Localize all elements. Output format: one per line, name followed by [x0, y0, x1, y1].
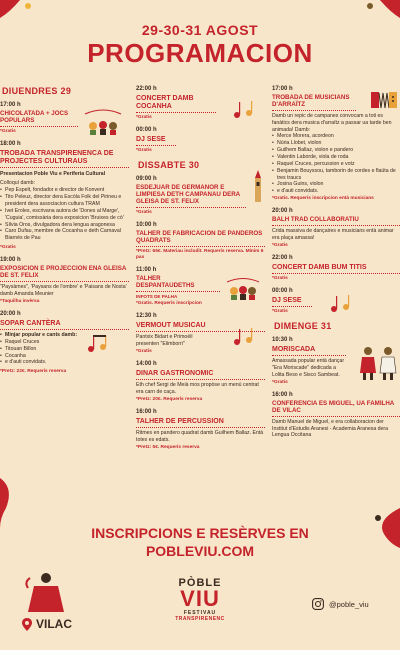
event-title: VERMOUT MUSICAU: [136, 322, 265, 332]
event-conferencia: [272, 392, 400, 439]
list-item: • Cocanha: [0, 353, 129, 360]
column-friday: [0, 86, 129, 382]
event-title: DINAR GASTRONOMIC: [136, 370, 265, 380]
event-note: *Taquilha invèrsa: [0, 298, 40, 304]
event-vermout: [136, 313, 265, 355]
day-heading-saturday: DISSABTE 30: [138, 159, 200, 170]
dancers-icon: [356, 345, 400, 381]
event-subtitle: Presentacion Poble Viu e Periferia Cultural: [0, 170, 106, 177]
event-time: 09:00 h: [136, 175, 157, 182]
event-time: 19:00 h: [0, 257, 21, 264]
festival-dates: 29-30-31 AGOST: [141, 22, 259, 38]
event-note: *Gratis: [272, 242, 288, 248]
event-chicolatada: [0, 102, 129, 135]
event-title: EXPOSICION E PROJECCION ENA GLEISA DE ST. FELIX: [0, 266, 129, 282]
inscriptions-heading: INSCRIPCIONS E RESÈRVES EN: [91, 525, 309, 541]
festival-logo: [168, 577, 232, 622]
instagram-handle[interactable]: [312, 598, 369, 610]
day-heading-friday: DIUENDRES 29: [2, 86, 72, 96]
website-link[interactable]: POBLEVIU.COM: [145, 543, 255, 559]
list-item: • e d'auti convidats.: [272, 188, 400, 195]
event-time: 10:30 h: [272, 337, 293, 344]
event-time: 00:00 h: [272, 288, 293, 295]
list-item: • Tito Peleuz, director dera Escòla Folk del Pirineu e president dera associacion cultura TRAM: [0, 194, 129, 208]
event-title: TALHER DESPANTAUDETHS: [136, 276, 220, 292]
event-time: 22:00 h: [136, 86, 157, 92]
event-note: *Gratis: [136, 348, 152, 354]
musician-list: [272, 133, 400, 195]
event-time: 11:00 h: [136, 267, 157, 274]
event-note: *Gratis: [0, 128, 16, 134]
page-title: PROGRAMACION: [87, 38, 313, 68]
event-note: *Gratis: [272, 379, 288, 385]
event-moriscada: [272, 337, 400, 386]
event-note: *Pretz: 20€. Requerís reserva: [136, 396, 203, 402]
event-concert-cocanha: [136, 86, 265, 121]
event-description: "Paysàmes", 'Paysans de l'ombre' e 'Paisans de Nosta' damb Amanda Meunier: [0, 284, 127, 298]
event-time: 14:00 h: [136, 361, 157, 368]
event-time: 16:00 h: [272, 391, 293, 398]
list-item: • Minjar popular e cants damb:: [0, 332, 129, 339]
list-item: • Titouan Billon: [0, 346, 129, 353]
music-notes-icon: [328, 294, 356, 314]
map-pin-icon: [22, 618, 32, 631]
event-title: DJ SESE: [272, 297, 312, 307]
list-item: • Benjamin Bouyssou, tamborin de cordes e flaüta de tres traucs: [272, 168, 400, 182]
event-time: 10:00 h: [136, 221, 157, 228]
event-note: *Gratis: [136, 209, 152, 215]
village-location: [22, 617, 72, 631]
day-heading-sunday: DIMENGE 31: [274, 321, 332, 332]
kids-badge-icon: [223, 275, 263, 301]
instagram-icon: [312, 598, 324, 610]
event-title: CONCERT DAMB BUM TITIS: [272, 264, 400, 274]
event-time: 20:00 h: [272, 208, 293, 215]
event-note: *Pretz: 5€. Requerís reserva: [136, 444, 200, 450]
event-subtitle: INFOTS DE PALHA: [136, 294, 178, 300]
event-description: Crida massiva de dançaires e musicians entà animar era plaça amassa!: [272, 228, 394, 242]
event-trobada-musicians: [272, 86, 400, 202]
event-time: 20:00 h: [0, 311, 21, 318]
event-time: 12:30 h: [136, 313, 157, 320]
village-name: VILAC: [36, 617, 72, 631]
event-concert-bum-titis: [272, 255, 400, 282]
list-item: • Pep Espelt, fondador e director de Konvent: [0, 187, 129, 194]
event-title: CONFERENCIA ES MIGUEL, UA FAMILHA DE VILAC: [272, 401, 400, 417]
list-item: • Merce Morera, acordeon: [272, 133, 400, 140]
event-title: CHICOLATADA + JOCS POPULARS: [0, 111, 78, 127]
list-item: • Raquel Cruces, percussion e votz: [272, 161, 400, 168]
column-sunday: [272, 86, 400, 445]
event-trobada: [0, 141, 129, 251]
event-note: *Gratis: [136, 114, 152, 120]
event-description: Damb un repic de campanes convocam a toti es fanàtics dera musica d'arraïtz a passar ua tarde ben animada! Damb:: [272, 112, 392, 133]
logo-line-2: VIU: [180, 586, 220, 611]
event-time: 17:00 h: [272, 86, 293, 92]
event-title: TALHER DE PERCUSSION: [136, 418, 265, 428]
event-description: Damb Manuel de Miguel, e era collaboracion der Institut d'Estudis Aranesi - Academia Aranesa dera Lengua Occitana: [272, 418, 389, 439]
list-item: • Josina Guins, violon: [272, 181, 400, 188]
event-talher-panderos: [136, 222, 265, 261]
event-note: *Gratis: [136, 147, 152, 153]
event-description: Amassada popular entà dançar "Era Moriscade" dedicada a Lolita Beso e Sisco Sambeat.: [272, 358, 345, 378]
event-title: CONCERT DAMB COCANHA: [136, 95, 216, 113]
event-note: *Pretz: 65€. Materiau includit. Requerís reserva. Mínim 6 pax: [136, 248, 264, 260]
event-note: *Gratis. Requerís inscripcion: [136, 301, 202, 307]
event-time: 16:00 h: [136, 409, 157, 416]
music-notes-icon: [85, 333, 115, 355]
list-item: • Raquel Cruces: [0, 339, 129, 346]
event-percussion: [136, 409, 265, 451]
event-description: Pantxix Bidart e Primoëil presenten "Elimborri": [136, 334, 193, 348]
list-item: • Guilhem Ballaz, violon e pandero: [272, 147, 400, 154]
left-dancer-ornament-icon: [0, 468, 20, 528]
music-notes-icon: [231, 100, 259, 120]
list-item: • Núria Llobet, violon: [272, 140, 400, 147]
column-saturday: [136, 86, 265, 457]
logo-line-3: FESTIVAU: [183, 609, 217, 616]
event-description: Eth chef Sergi de Meià mos propòse un menú centrat era carn de caça.: [136, 382, 259, 395]
logo-line-1: PÒBLE: [178, 577, 222, 589]
event-intro: Colloquí damb:: [0, 180, 35, 187]
event-exposicion: [0, 257, 129, 305]
event-time: 00:00 h: [136, 126, 157, 133]
event-note: *Gratis: [0, 245, 16, 251]
event-balh-trad: [272, 208, 400, 249]
music-notes-icon: [231, 327, 259, 347]
dancer-illustration-icon: [24, 572, 68, 616]
event-title: DJ SESE: [136, 136, 176, 146]
event-talher-espantaudeths: [136, 267, 265, 307]
event-time: 17:00 h: [0, 101, 21, 108]
kids-badge-icon: [81, 106, 125, 136]
list-item: • Caro Dufau, membre de Cocanha e deth Carnaval Biarnés de Pau: [0, 228, 129, 242]
accordion-icon: [370, 88, 398, 110]
church-icon: [251, 170, 265, 204]
instagram-handle-text: @poble_viu: [329, 599, 369, 609]
event-note: *Gratis. Requerís inscripcion entà musicians: [272, 196, 374, 202]
list-item: • Sílvia Oros, divulgadora dera lengua aragonesa: [0, 222, 129, 229]
event-time: 18:00 h: [0, 140, 21, 147]
event-title: BALH TRAD COLLABORATIU: [272, 217, 400, 226]
event-sopar: [0, 311, 129, 375]
event-note: *Gratis: [272, 276, 288, 282]
event-title: ESDEJUAR DE GERMANOR E LIMPIESA DETH CAMPANAU DERA GLEISA DE ST. FELIX: [136, 185, 246, 208]
list-item: • Ivet Eroles, escrivana autora de 'Dones al Marge', 'Cuguia', comissària dera exposicion 'Bruixes de cò': [0, 208, 129, 222]
event-description: Ritmes en pandero quadrat damb Guilhem Ballaz. Entà totes es edats.: [136, 429, 264, 443]
list-item: • Valentin Laborde, viola de roda: [272, 154, 400, 161]
event-title: TROBADA DE MUSICIANS D'ARRAÏTZ: [272, 95, 356, 111]
list-item: • e d'auti convidats.: [0, 359, 129, 366]
event-time: 22:00 h: [272, 255, 293, 262]
event-title: MORISCADA: [272, 346, 346, 356]
event-title: TALHER DE FABRICACION DE PANDEROS QUADRATS: [136, 231, 265, 247]
event-title: SOPAR CANTÈRA: [0, 320, 129, 330]
logo-line-4: TRANSPIRENENC: [175, 615, 225, 622]
event-note: *Gratis: [272, 309, 288, 315]
event-esdejuar: [136, 176, 265, 216]
speaker-list: [0, 187, 129, 242]
event-dj-sese: [136, 127, 265, 154]
event-title: TROBADA TRANSPIRENENCA DE PROJECTES CULTURAUS: [0, 150, 129, 168]
event-dj-sese-2: [272, 288, 400, 315]
event-dinar: [136, 361, 265, 403]
event-note: *Pretz: 22€. Requerís reserva: [0, 369, 67, 375]
